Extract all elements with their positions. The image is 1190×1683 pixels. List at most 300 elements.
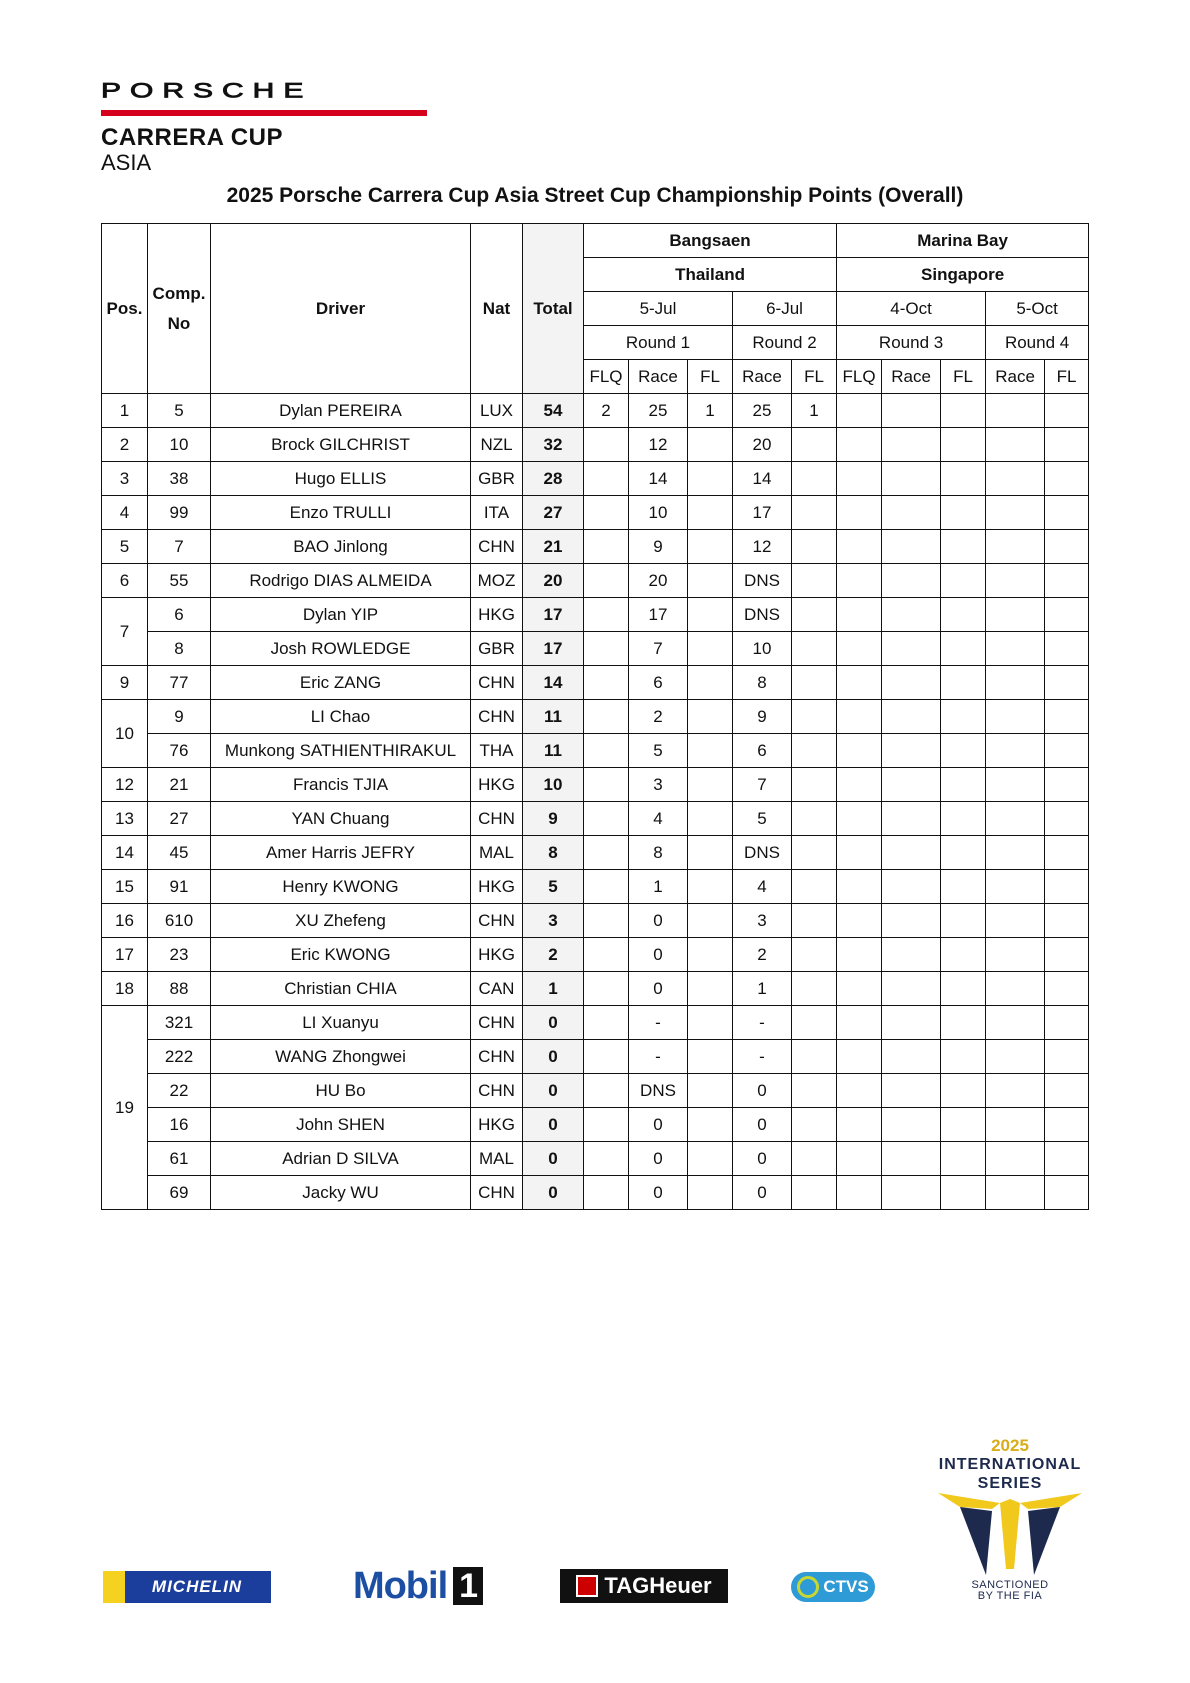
comp-no-cell: 16	[148, 1108, 211, 1142]
points-cell	[837, 564, 882, 598]
points-cell	[792, 700, 837, 734]
points-cell	[688, 428, 733, 462]
points-cell	[792, 870, 837, 904]
standings-table	[101, 223, 1089, 1210]
intl-line2: SERIES	[977, 1475, 1043, 1492]
points-cell	[1045, 1176, 1089, 1210]
comp-no-cell: 8	[148, 632, 211, 666]
venue-bangsaen: Bangsaen	[584, 224, 837, 258]
points-cell	[941, 666, 986, 700]
points-cell: 6	[629, 666, 688, 700]
international-series-logo	[930, 1437, 1090, 1607]
points-cell	[1045, 1074, 1089, 1108]
points-cell	[584, 904, 629, 938]
date-round-1: 5-Jul	[584, 292, 733, 326]
points-cell	[986, 496, 1045, 530]
points-cell: 17	[629, 598, 688, 632]
points-cell: 0	[629, 1176, 688, 1210]
points-cell	[584, 1108, 629, 1142]
nat-cell: MAL	[471, 1142, 523, 1176]
nat-cell: ITA	[471, 496, 523, 530]
points-cell	[986, 666, 1045, 700]
points-cell	[792, 530, 837, 564]
points-cell	[941, 938, 986, 972]
total-header: Total	[523, 224, 584, 394]
driver-cell: Jacky WU	[211, 1176, 471, 1210]
points-cell: 0	[629, 938, 688, 972]
table-row	[102, 1006, 1089, 1040]
driver-cell: Eric ZANG	[211, 666, 471, 700]
table-row	[102, 768, 1089, 802]
sub-header-fl-9: FL	[1045, 360, 1089, 394]
points-cell	[792, 938, 837, 972]
comp-no-cell: 21	[148, 768, 211, 802]
table-row	[102, 802, 1089, 836]
points-cell: -	[733, 1006, 792, 1040]
points-cell	[941, 394, 986, 428]
table-row	[102, 734, 1089, 768]
points-cell	[986, 1142, 1045, 1176]
driver-cell: WANG Zhongwei	[211, 1040, 471, 1074]
points-cell	[688, 564, 733, 598]
pos-cell: 15	[102, 870, 148, 904]
points-cell	[688, 734, 733, 768]
points-cell	[941, 1074, 986, 1108]
points-cell	[688, 530, 733, 564]
points-cell	[584, 700, 629, 734]
points-cell: 1	[688, 394, 733, 428]
points-cell	[882, 428, 941, 462]
points-cell: 20	[733, 428, 792, 462]
points-cell	[1045, 972, 1089, 1006]
points-cell: 0	[733, 1142, 792, 1176]
points-cell: 5	[629, 734, 688, 768]
points-cell	[584, 802, 629, 836]
points-cell: 2	[584, 394, 629, 428]
table-row	[102, 462, 1089, 496]
points-cell	[941, 496, 986, 530]
intl-year: 2025	[991, 1436, 1029, 1455]
driver-cell: YAN Chuang	[211, 802, 471, 836]
points-cell: 6	[733, 734, 792, 768]
pos-cell: 9	[102, 666, 148, 700]
points-cell	[837, 938, 882, 972]
points-cell	[584, 836, 629, 870]
pos-cell: 4	[102, 496, 148, 530]
points-cell	[792, 496, 837, 530]
sub-header-race-8: Race	[986, 360, 1045, 394]
points-cell	[688, 700, 733, 734]
points-cell	[1045, 1040, 1089, 1074]
points-cell	[792, 598, 837, 632]
pos-cell: 14	[102, 836, 148, 870]
nat-header: Nat	[471, 224, 523, 394]
nat-cell: NZL	[471, 428, 523, 462]
points-cell	[688, 938, 733, 972]
points-cell	[584, 666, 629, 700]
points-cell	[837, 768, 882, 802]
points-cell	[1045, 904, 1089, 938]
total-cell: 8	[523, 836, 584, 870]
points-cell	[941, 1108, 986, 1142]
points-cell: 0	[629, 904, 688, 938]
points-cell	[986, 1074, 1045, 1108]
points-cell: DNS	[733, 598, 792, 632]
total-cell: 1	[523, 972, 584, 1006]
points-cell	[986, 598, 1045, 632]
points-cell	[941, 768, 986, 802]
driver-cell: Josh ROWLEDGE	[211, 632, 471, 666]
points-cell	[986, 768, 1045, 802]
points-cell	[941, 598, 986, 632]
nat-cell: CHN	[471, 666, 523, 700]
comp-no-cell: 61	[148, 1142, 211, 1176]
pos-cell: 5	[102, 530, 148, 564]
points-cell: 3	[629, 768, 688, 802]
points-cell	[792, 1142, 837, 1176]
points-cell	[986, 700, 1045, 734]
points-cell	[792, 1108, 837, 1142]
comp-no-cell: 77	[148, 666, 211, 700]
michelin-man-icon	[103, 1571, 125, 1603]
points-cell	[837, 836, 882, 870]
points-cell	[1045, 1142, 1089, 1176]
document-title: 2025 Porsche Carrera Cup Asia Street Cup Championship Points (Overall)	[226, 184, 964, 207]
comp-no-header-line1: Comp.	[152, 283, 206, 303]
points-cell	[837, 462, 882, 496]
ctvs-ring-icon	[797, 1576, 819, 1598]
total-cell: 21	[523, 530, 584, 564]
points-cell	[688, 1108, 733, 1142]
points-cell	[688, 1074, 733, 1108]
points-cell	[882, 1176, 941, 1210]
driver-header: Driver	[211, 224, 471, 394]
points-cell	[882, 598, 941, 632]
points-cell: 25	[733, 394, 792, 428]
driver-cell: Munkong SATHIENTHIRAKUL	[211, 734, 471, 768]
points-cell	[986, 1006, 1045, 1040]
nat-cell: CAN	[471, 972, 523, 1006]
points-cell	[1045, 496, 1089, 530]
nat-cell: CHN	[471, 1074, 523, 1108]
points-cell	[882, 700, 941, 734]
points-cell: 1	[792, 394, 837, 428]
tag-text: TAGHeuer	[604, 1573, 712, 1598]
points-cell	[986, 870, 1045, 904]
points-cell	[882, 1040, 941, 1074]
pos-cell: 10	[102, 700, 148, 768]
points-cell	[837, 1040, 882, 1074]
table-row	[102, 938, 1089, 972]
points-cell	[1045, 836, 1089, 870]
table-row	[102, 1040, 1089, 1074]
points-cell: 2	[629, 700, 688, 734]
points-cell: -	[629, 1006, 688, 1040]
round-2-header: Round 2	[733, 326, 837, 360]
nat-cell: CHN	[471, 1176, 523, 1210]
total-cell: 3	[523, 904, 584, 938]
points-cell	[792, 904, 837, 938]
comp-no-cell: 76	[148, 734, 211, 768]
nat-cell: HKG	[471, 598, 523, 632]
total-cell: 11	[523, 734, 584, 768]
points-cell: 9	[629, 530, 688, 564]
points-cell	[837, 598, 882, 632]
sanction-line1: SANCTIONED	[971, 1579, 1049, 1591]
points-cell	[688, 666, 733, 700]
points-cell	[986, 632, 1045, 666]
points-cell	[688, 1006, 733, 1040]
table-row	[102, 394, 1089, 428]
points-cell	[837, 496, 882, 530]
points-cell: DNS	[629, 1074, 688, 1108]
points-cell	[792, 1006, 837, 1040]
driver-cell: HU Bo	[211, 1074, 471, 1108]
date-round-3: 4-Oct	[837, 292, 986, 326]
total-cell: 17	[523, 598, 584, 632]
points-cell	[1045, 598, 1089, 632]
table-row	[102, 1142, 1089, 1176]
points-cell	[882, 564, 941, 598]
total-cell: 17	[523, 632, 584, 666]
nat-cell: MAL	[471, 836, 523, 870]
mobil-one-text: 1	[453, 1567, 483, 1605]
points-cell: 8	[733, 666, 792, 700]
table-row	[102, 530, 1089, 564]
table-row	[102, 1108, 1089, 1142]
points-cell: 10	[733, 632, 792, 666]
sub-header-fl-7: FL	[941, 360, 986, 394]
pos-cell: 7	[102, 598, 148, 666]
table-row	[102, 632, 1089, 666]
sub-header-race-1: Race	[629, 360, 688, 394]
points-cell	[837, 802, 882, 836]
points-cell	[882, 394, 941, 428]
points-cell	[837, 394, 882, 428]
points-cell	[584, 870, 629, 904]
total-cell: 0	[523, 1006, 584, 1040]
driver-cell: Adrian D SILVA	[211, 1142, 471, 1176]
points-cell	[792, 1074, 837, 1108]
points-cell	[941, 1142, 986, 1176]
points-cell: 4	[629, 802, 688, 836]
points-cell	[986, 734, 1045, 768]
points-cell	[941, 904, 986, 938]
nat-cell: GBR	[471, 462, 523, 496]
table-row	[102, 870, 1089, 904]
total-cell: 11	[523, 700, 584, 734]
comp-no-header	[148, 224, 211, 394]
points-cell	[986, 1040, 1045, 1074]
total-cell: 9	[523, 802, 584, 836]
points-cell	[882, 462, 941, 496]
pos-cell: 18	[102, 972, 148, 1006]
points-cell: 8	[629, 836, 688, 870]
sub-header-race-6: Race	[882, 360, 941, 394]
driver-cell: BAO Jinlong	[211, 530, 471, 564]
driver-cell: Brock GILCHRIST	[211, 428, 471, 462]
comp-no-cell: 321	[148, 1006, 211, 1040]
standings-body	[102, 394, 1089, 1210]
comp-no-cell: 55	[148, 564, 211, 598]
points-cell: -	[733, 1040, 792, 1074]
driver-cell: Eric KWONG	[211, 938, 471, 972]
points-cell	[1045, 530, 1089, 564]
comp-no-cell: 10	[148, 428, 211, 462]
nat-cell: MOZ	[471, 564, 523, 598]
points-cell	[882, 734, 941, 768]
points-cell	[584, 768, 629, 802]
points-cell	[837, 428, 882, 462]
points-cell	[584, 938, 629, 972]
driver-cell: Dylan PEREIRA	[211, 394, 471, 428]
points-cell	[584, 428, 629, 462]
points-cell	[882, 1108, 941, 1142]
nat-cell: HKG	[471, 1108, 523, 1142]
points-cell	[1045, 734, 1089, 768]
points-cell	[688, 904, 733, 938]
round-1-header: Round 1	[584, 326, 733, 360]
nat-cell: CHN	[471, 802, 523, 836]
points-cell	[837, 1006, 882, 1040]
points-cell	[837, 632, 882, 666]
points-cell	[941, 1176, 986, 1210]
points-cell: 10	[629, 496, 688, 530]
points-cell	[941, 870, 986, 904]
comp-no-cell: 222	[148, 1040, 211, 1074]
total-cell: 32	[523, 428, 584, 462]
points-cell	[584, 564, 629, 598]
date-round-2: 6-Jul	[733, 292, 837, 326]
points-cell	[837, 530, 882, 564]
points-cell	[1045, 1006, 1089, 1040]
fia-sanction-text	[930, 1580, 1090, 1602]
points-cell	[584, 1176, 629, 1210]
points-cell	[688, 1176, 733, 1210]
points-cell	[1045, 564, 1089, 598]
points-cell	[792, 734, 837, 768]
nat-cell: THA	[471, 734, 523, 768]
points-cell	[584, 734, 629, 768]
nat-cell: HKG	[471, 938, 523, 972]
driver-cell: Francis TJIA	[211, 768, 471, 802]
points-cell	[986, 1108, 1045, 1142]
points-cell	[688, 768, 733, 802]
points-cell: 12	[733, 530, 792, 564]
pos-cell: 16	[102, 904, 148, 938]
venue-marina-bay: Marina Bay	[837, 224, 1089, 258]
table-row	[102, 836, 1089, 870]
driver-cell: XU Zhefeng	[211, 904, 471, 938]
points-cell	[792, 462, 837, 496]
sub-header-flq-5: FLQ	[837, 360, 882, 394]
points-cell: 25	[629, 394, 688, 428]
points-cell	[941, 700, 986, 734]
driver-cell: Rodrigo DIAS ALMEIDA	[211, 564, 471, 598]
points-cell: -	[629, 1040, 688, 1074]
table-row	[102, 904, 1089, 938]
points-cell	[688, 870, 733, 904]
driver-cell: John SHEN	[211, 1108, 471, 1142]
points-cell	[688, 496, 733, 530]
points-cell	[584, 1142, 629, 1176]
points-cell: 14	[629, 462, 688, 496]
total-cell: 0	[523, 1176, 584, 1210]
porsche-wordmark: PORSCHE	[101, 78, 313, 103]
nat-cell: LUX	[471, 394, 523, 428]
points-cell: 3	[733, 904, 792, 938]
points-cell	[584, 530, 629, 564]
points-cell	[882, 904, 941, 938]
brand-red-bar	[101, 110, 427, 116]
total-cell: 54	[523, 394, 584, 428]
points-cell	[1045, 938, 1089, 972]
total-cell: 5	[523, 870, 584, 904]
points-cell	[986, 972, 1045, 1006]
points-cell	[1045, 666, 1089, 700]
nat-cell: CHN	[471, 700, 523, 734]
points-cell: 14	[733, 462, 792, 496]
points-cell: 0	[733, 1108, 792, 1142]
sub-header-race-3: Race	[733, 360, 792, 394]
comp-no-cell: 27	[148, 802, 211, 836]
nat-cell: CHN	[471, 904, 523, 938]
comp-no-cell: 45	[148, 836, 211, 870]
points-cell	[986, 904, 1045, 938]
points-cell	[792, 564, 837, 598]
total-cell: 20	[523, 564, 584, 598]
ctvs-text: CTVS	[823, 1577, 869, 1596]
sub-header-flq-0: FLQ	[584, 360, 629, 394]
points-cell	[1045, 428, 1089, 462]
nat-cell: GBR	[471, 632, 523, 666]
points-cell	[584, 1040, 629, 1074]
points-cell	[792, 666, 837, 700]
comp-no-cell: 88	[148, 972, 211, 1006]
total-cell: 28	[523, 462, 584, 496]
points-cell: 0	[629, 1142, 688, 1176]
comp-no-cell: 7	[148, 530, 211, 564]
total-cell: 2	[523, 938, 584, 972]
points-cell	[882, 666, 941, 700]
sub-header-fl-2: FL	[688, 360, 733, 394]
points-cell: 0	[733, 1176, 792, 1210]
points-cell	[882, 836, 941, 870]
country-singapore: Singapore	[837, 258, 1089, 292]
pos-header: Pos.	[102, 224, 148, 394]
points-cell	[941, 428, 986, 462]
points-cell	[882, 870, 941, 904]
points-cell	[1045, 768, 1089, 802]
points-cell: 0	[629, 972, 688, 1006]
nat-cell: CHN	[471, 530, 523, 564]
total-cell: 0	[523, 1108, 584, 1142]
points-cell	[986, 836, 1045, 870]
driver-cell: LI Xuanyu	[211, 1006, 471, 1040]
total-cell: 14	[523, 666, 584, 700]
points-cell	[688, 1142, 733, 1176]
comp-no-cell: 610	[148, 904, 211, 938]
michelin-logo	[103, 1571, 271, 1603]
table-header	[102, 224, 1089, 394]
comp-no-cell: 23	[148, 938, 211, 972]
nat-cell: CHN	[471, 1040, 523, 1074]
driver-cell: LI Chao	[211, 700, 471, 734]
table-row	[102, 666, 1089, 700]
points-cell	[688, 972, 733, 1006]
points-cell: 9	[733, 700, 792, 734]
points-cell: 5	[733, 802, 792, 836]
